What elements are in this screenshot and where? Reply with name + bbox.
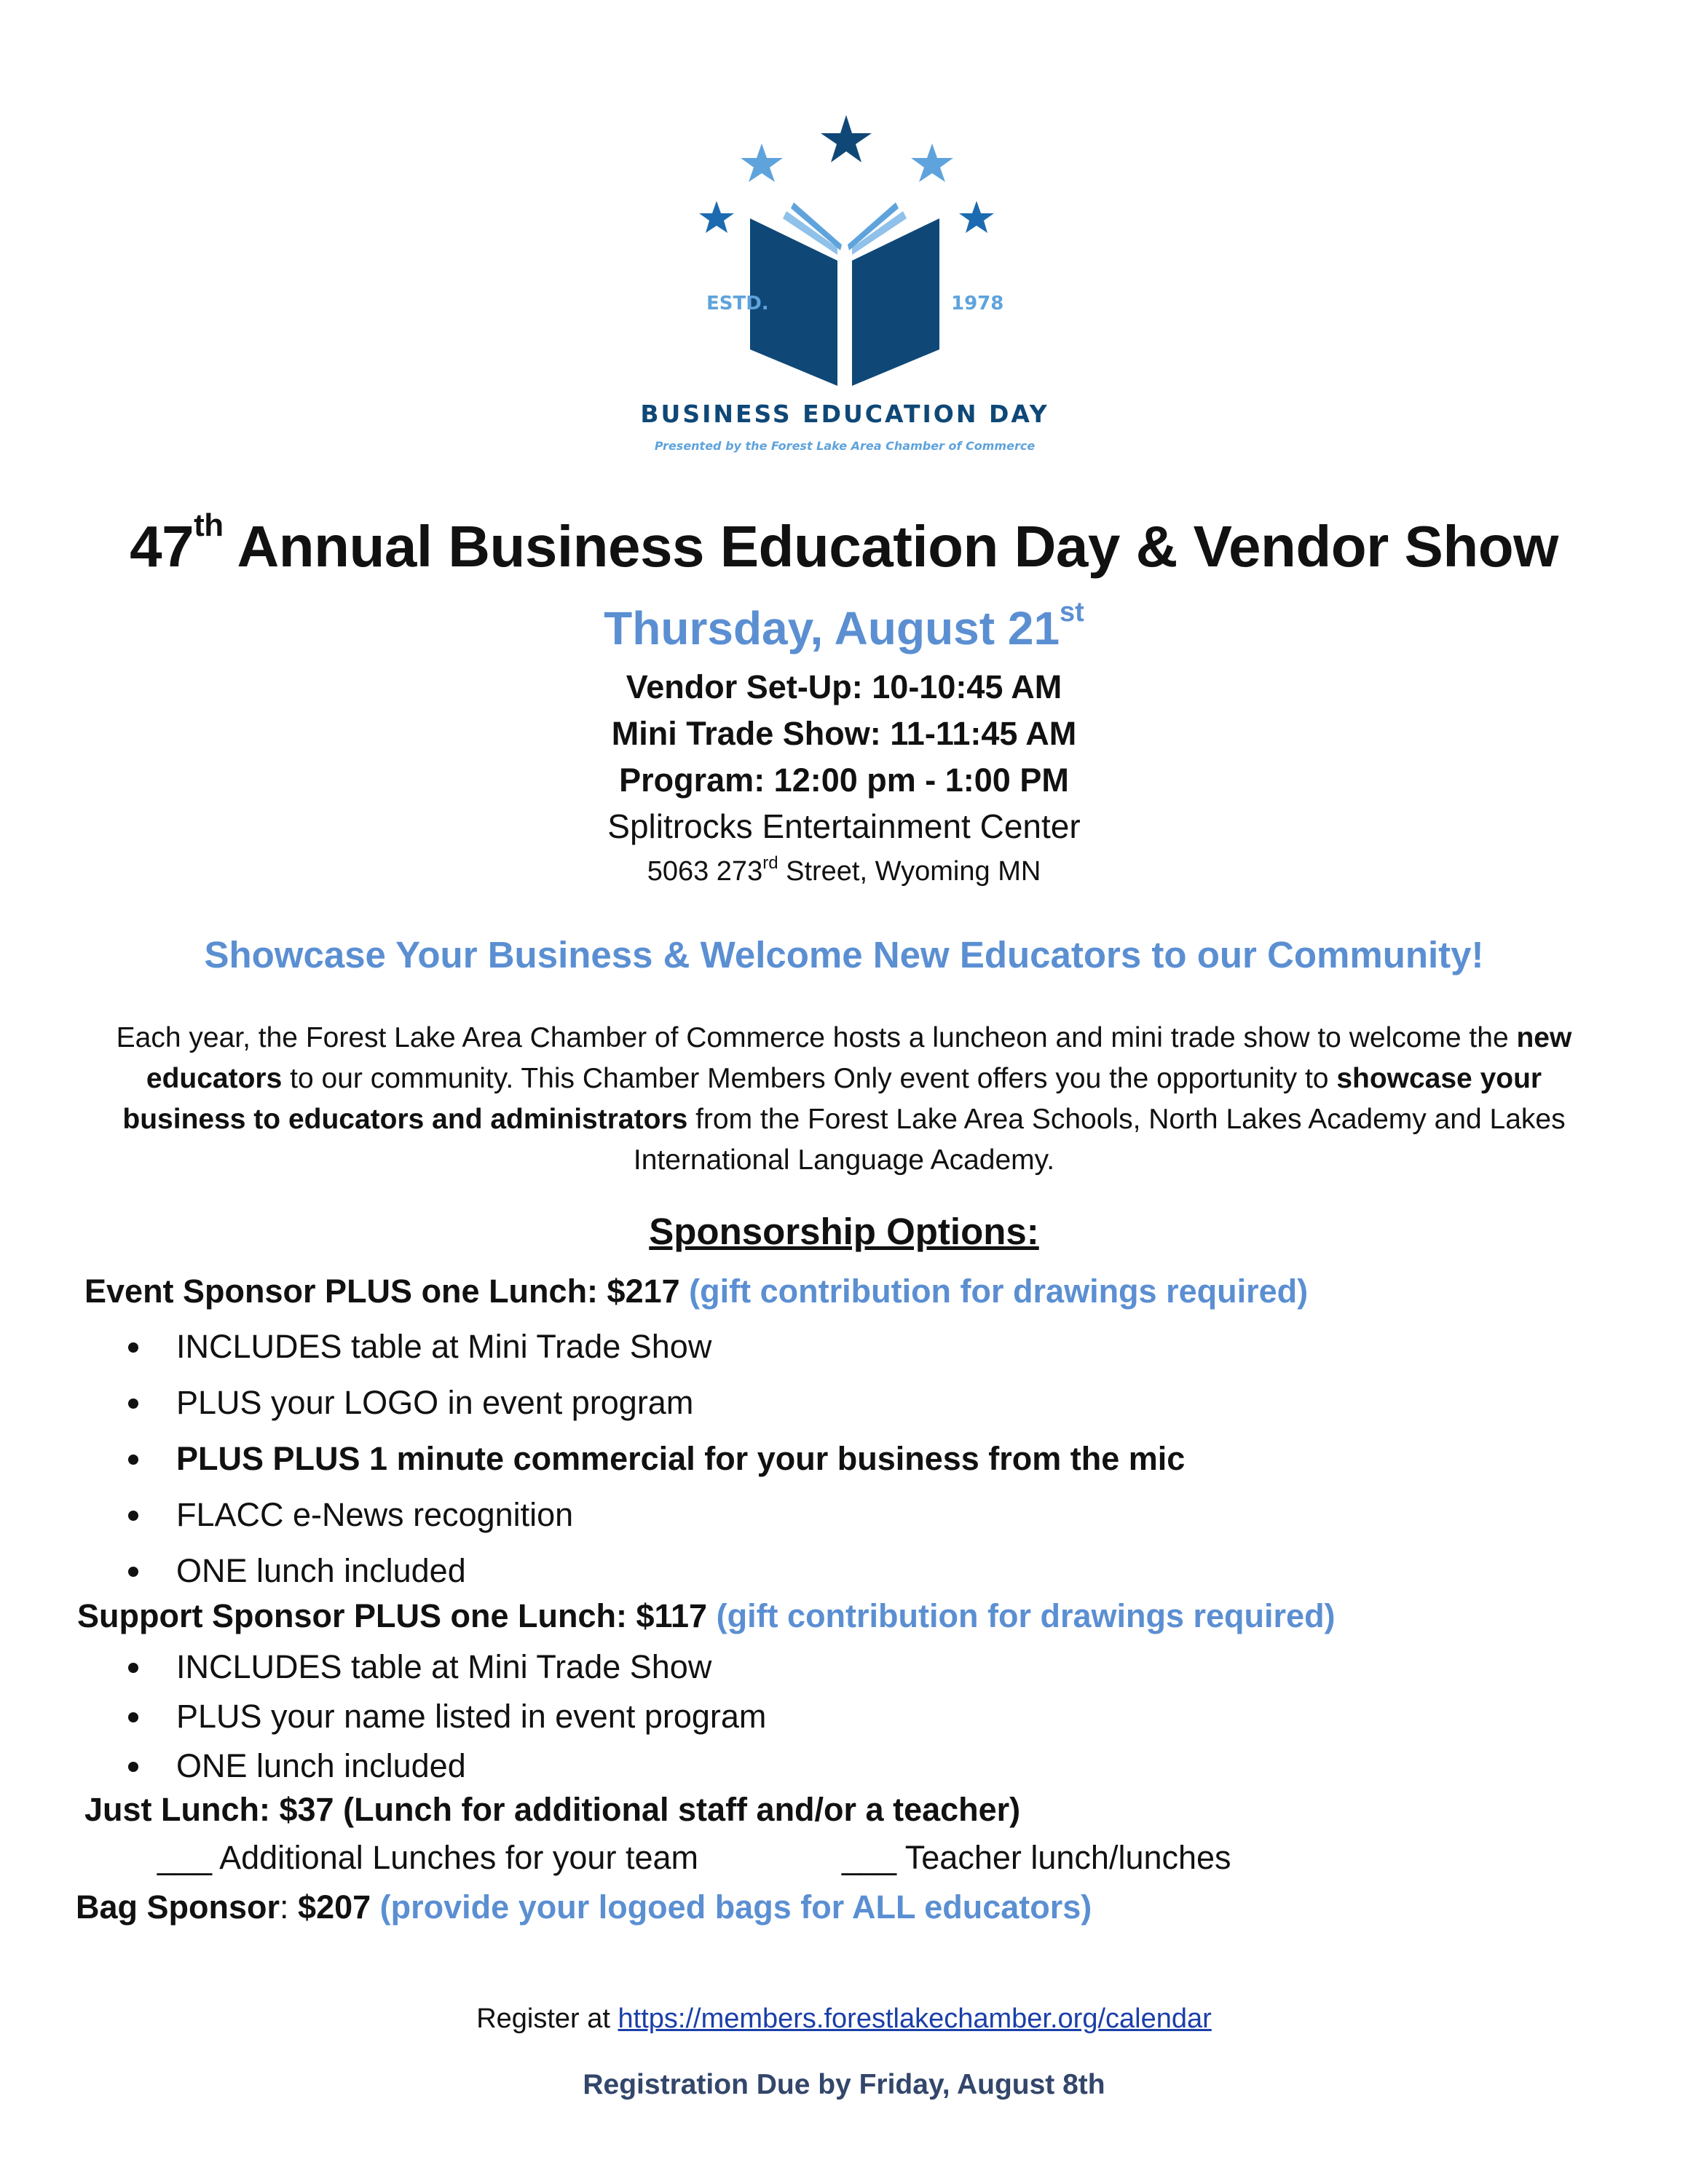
just-lunch-heading: Just Lunch: $37 (Lunch for additional staff and/or a teacher) — [84, 1791, 1021, 1828]
event-date — [0, 597, 1688, 655]
date-text: Thursday, August 21 — [604, 602, 1060, 654]
support-sponsor-benefits — [124, 1647, 766, 1795]
star-icon — [959, 201, 994, 233]
list-item: ONE lunch included — [124, 1746, 766, 1795]
open-book-icon — [750, 202, 939, 386]
event-sponsor-heading — [84, 1273, 1308, 1310]
support-sponsor-label: Support Sponsor PLUS one Lunch: $117 — [77, 1597, 717, 1634]
showcase-heading: Showcase Your Business & Welcome New Educators to our Community! — [204, 934, 1484, 976]
list-item: INCLUDES table at Mini Trade Show — [124, 1647, 766, 1696]
title-text: Annual Business Education Day & Vendor Show — [223, 514, 1558, 579]
bag-sponsor-label: Bag Sponsor — [76, 1888, 280, 1926]
lunch-fill-lines — [157, 1839, 1231, 1877]
intro-paragraph — [102, 1018, 1586, 1181]
list-item: FLACC e-News recognition — [124, 1495, 1185, 1551]
list-item: ONE lunch included — [124, 1551, 1185, 1607]
star-icon — [699, 201, 734, 233]
star-icon — [911, 143, 953, 182]
register-link[interactable]: https://members.forestlakechamber.org/calendar — [618, 2003, 1212, 2034]
teacher-lunch-line[interactable]: ___ Teacher lunch/lunches — [842, 1839, 1231, 1876]
list-item: PLUS PLUS 1 minute commercial for your business from the mic — [124, 1439, 1185, 1495]
event-sponsor-label: Event Sponsor PLUS one Lunch: $217 — [84, 1273, 690, 1310]
title-ordinal: th — [194, 507, 224, 543]
logo-name: BUSINESS EDUCATION DAY — [640, 400, 1049, 428]
address-street: Street, Wyoming MN — [778, 856, 1041, 887]
list-item: PLUS your LOGO in event program — [124, 1382, 1185, 1439]
business-education-day-logo — [640, 109, 1092, 459]
bag-sponsor-note: (provide your logoed bags for ALL educators) — [379, 1888, 1092, 1926]
register-line — [0, 2003, 1688, 2035]
bag-sponsor-heading — [76, 1888, 1092, 1926]
intro-text-2: to our community. This Chamber Members Only event offers you the opportunity to — [282, 1063, 1337, 1094]
support-sponsor-note: (gift contribution for drawings required) — [716, 1597, 1336, 1634]
intro-bold-1: new educators — [146, 1022, 1572, 1094]
list-item: INCLUDES table at Mini Trade Show — [124, 1326, 1185, 1382]
team-lunch-line[interactable]: ___ Additional Lunches for your team — [157, 1839, 698, 1876]
bag-sponsor-colon: : — [280, 1888, 299, 1926]
register-prefix: Register at — [476, 2003, 618, 2034]
event-sponsor-note: (gift contribution for drawings required) — [689, 1273, 1309, 1310]
sponsorship-heading: Sponsorship Options: — [649, 1211, 1039, 1252]
event-title — [0, 507, 1688, 580]
logo-year: 1978 — [951, 293, 1004, 314]
venue-address — [0, 853, 1688, 887]
logo-estd: ESTD. — [706, 293, 769, 314]
bag-sponsor-price: $207 — [298, 1888, 380, 1926]
support-sponsor-heading — [77, 1597, 1336, 1635]
registration-deadline: Registration Due by Friday, August 8th — [583, 2069, 1105, 2100]
star-icon — [821, 115, 872, 162]
star-icon — [741, 143, 783, 182]
program-time: Program: 12:00 pm - 1:00 PM — [619, 761, 1069, 799]
venue-name: Splitrocks Entertainment Center — [607, 807, 1081, 845]
address-number: 5063 273 — [647, 856, 763, 887]
vendor-setup-time: Vendor Set-Up: 10-10:45 AM — [626, 668, 1062, 705]
intro-bold-2: showcase your business to educators and administrators — [122, 1063, 1542, 1135]
intro-text-3: from the Forest Lake Area Schools, North Lakes Academy and Lakes International Language Academy. — [633, 1104, 1566, 1176]
trade-show-time: Mini Trade Show: 11-11:45 AM — [611, 715, 1077, 752]
list-item: PLUS your name listed in event program — [124, 1696, 766, 1746]
title-number: 47 — [130, 514, 194, 579]
date-ordinal: st — [1060, 597, 1084, 628]
logo-tagline: Presented by the Forest Lake Area Chamber of Commerce — [654, 439, 1036, 453]
address-ordinal: rd — [762, 853, 778, 873]
intro-text-1: Each year, the Forest Lake Area Chamber of Commerce hosts a luncheon and mini trade show to welcome the — [116, 1022, 1517, 1053]
event-sponsor-benefits — [124, 1326, 1185, 1607]
